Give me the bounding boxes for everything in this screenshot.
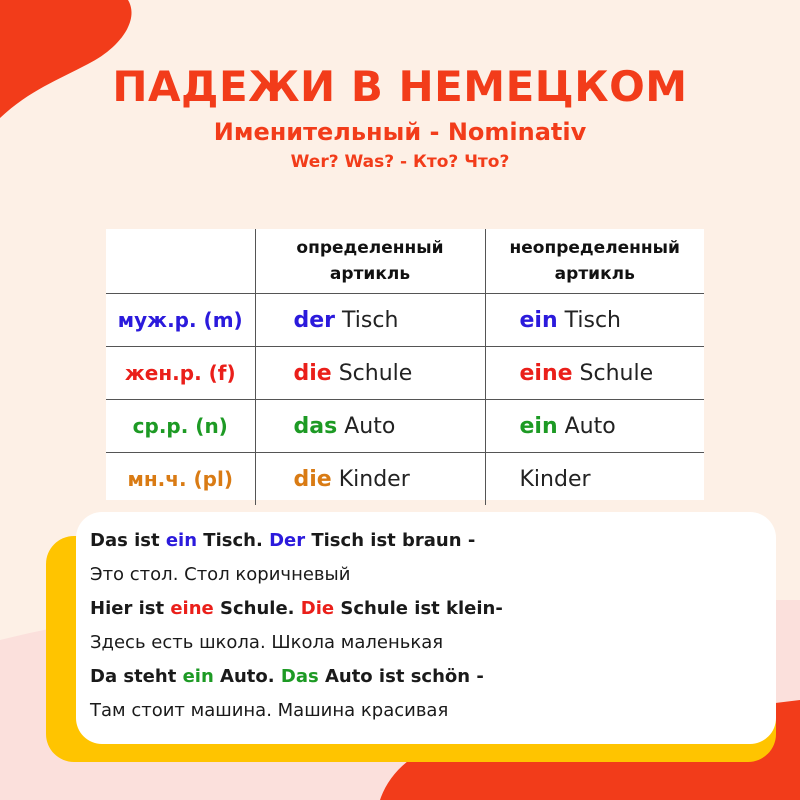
indefinite-cell-feminine xyxy=(485,347,704,400)
noun: Schule xyxy=(331,360,413,386)
indefinite-article: ein xyxy=(519,307,558,333)
table-row-masculine xyxy=(106,294,704,347)
example-de-3 xyxy=(90,666,484,687)
definite-article: die xyxy=(293,360,332,386)
gender-label-masculine: муж.р. (m) xyxy=(106,294,255,347)
text: Da steht xyxy=(90,666,183,687)
table-row-feminine xyxy=(106,347,704,400)
text: Tisch ist braun - xyxy=(305,530,476,551)
question-words: Wer? Was? - Кто? Что? xyxy=(290,152,510,172)
noun: Schule xyxy=(572,360,654,386)
example-ru-3: Там стоит машина. Машина красивая xyxy=(90,700,449,721)
table-header-row xyxy=(106,229,704,294)
table-row-neuter xyxy=(106,400,704,453)
text: Auto ist schön - xyxy=(318,666,484,687)
table-row-plural xyxy=(106,453,704,506)
indefinite-article: ein xyxy=(165,530,198,551)
text: Tisch. xyxy=(197,530,270,551)
definite-article: Der xyxy=(269,530,306,551)
definite-article: der xyxy=(293,307,336,333)
text: Hier ist xyxy=(90,598,171,619)
noun: Tisch xyxy=(557,307,621,333)
definite-article: das xyxy=(293,413,338,439)
text: Schule ist klein- xyxy=(334,598,503,619)
article-table xyxy=(106,229,704,500)
noun: Auto xyxy=(557,413,616,439)
example-ru-2: Здесь есть школа. Школа маленькая xyxy=(90,632,444,653)
page-subtitle: Именительный - Nominativ xyxy=(213,118,587,146)
definite-article: Das xyxy=(280,666,319,687)
indefinite-article: eine xyxy=(519,360,573,386)
indefinite-article: ein xyxy=(182,666,214,687)
noun: Kinder xyxy=(519,466,591,492)
definite-cell-feminine xyxy=(255,347,485,400)
definite-cell-neuter xyxy=(255,400,485,453)
indefinite-article: eine xyxy=(170,598,214,619)
text: Auto. xyxy=(213,666,281,687)
gender-label-feminine: жен.р. (f) xyxy=(106,347,255,400)
article-table-grid xyxy=(106,229,704,505)
noun: Tisch xyxy=(335,307,399,333)
text: Das ist xyxy=(90,530,166,551)
table-header-definite: определенный артикль xyxy=(255,229,485,294)
gender-label-plural: мн.ч. (pl) xyxy=(106,453,255,506)
indefinite-cell-masculine xyxy=(485,294,704,347)
noun: Kinder xyxy=(331,466,410,492)
definite-article: die xyxy=(293,466,332,492)
example-de-2 xyxy=(90,598,503,619)
definite-article: Die xyxy=(300,598,335,619)
page-title: ПАДЕЖИ В НЕМЕЦКОМ xyxy=(112,62,688,111)
noun: Auto xyxy=(337,413,396,439)
definite-cell-masculine xyxy=(255,294,485,347)
example-ru-1: Это стол. Стол коричневый xyxy=(90,564,351,585)
indefinite-cell-neuter xyxy=(485,400,704,453)
indefinite-article: ein xyxy=(519,413,558,439)
table-header-empty xyxy=(106,229,255,294)
indefinite-cell-plural xyxy=(485,453,704,506)
gender-label-neuter: ср.р. (n) xyxy=(106,400,255,453)
definite-cell-plural xyxy=(255,453,485,506)
table-header-indefinite: неопределенный артикль xyxy=(485,229,704,294)
example-de-1 xyxy=(90,530,475,551)
text: Schule. xyxy=(213,598,301,619)
